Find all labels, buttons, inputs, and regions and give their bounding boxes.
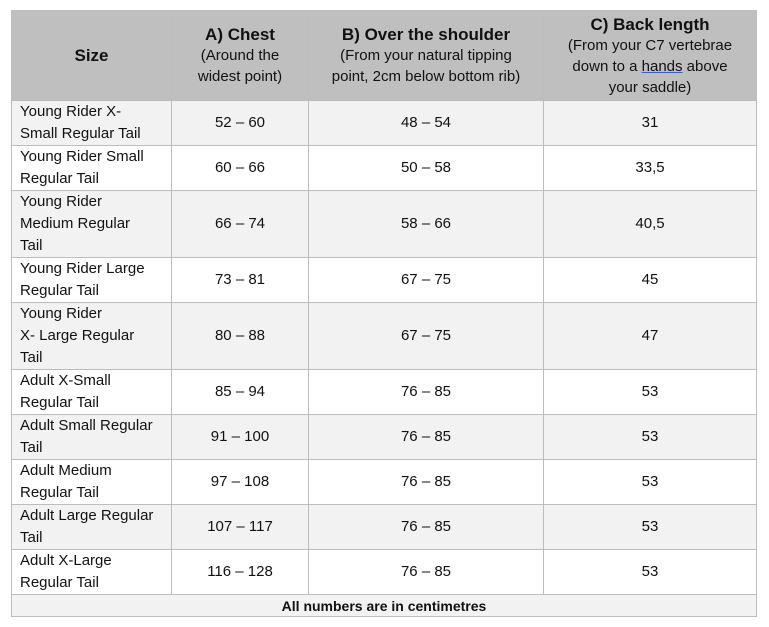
size-cell: Adult Medium Regular Tail [12,460,172,505]
header-shoulder-title: B) Over the shoulder [341,25,511,44]
chest-cell: 52 – 60 [172,101,309,146]
size-cell: Adult Large Regular Tail [12,505,172,550]
size-table [11,10,757,617]
header-back-sub-2-link: hands [641,57,683,75]
shoulder-cell: 76 – 85 [309,370,544,415]
table-row [12,505,757,550]
size-cell: Adult Small Regular Tail [12,415,172,460]
shoulder-cell: 50 – 58 [309,146,544,191]
size-cell: Adult X-Small Regular Tail [12,370,172,415]
chest-cell: 91 – 100 [172,415,309,460]
back-length-cell: 40,5 [544,191,757,258]
table-row [12,550,757,595]
chest-cell: 80 – 88 [172,303,309,370]
table-row [12,303,757,370]
size-cell: Young Rider Medium Regular Tail [12,191,172,258]
header-shoulder-sub-2: point, 2cm below bottom rib) [331,68,521,85]
chest-cell: 116 – 128 [172,550,309,595]
chest-cell: 73 – 81 [172,258,309,303]
back-length-cell: 47 [544,303,757,370]
shoulder-cell: 48 – 54 [309,101,544,146]
back-length-cell: 53 [544,505,757,550]
header-chest-title: A) Chest [205,25,275,44]
header-back-sub-2-post: above [682,57,728,75]
size-cell: Young Rider X- Small Regular Tail [12,101,172,146]
header-size [12,11,172,101]
shoulder-cell: 76 – 85 [309,460,544,505]
table-row [12,146,757,191]
size-chart [11,10,756,617]
back-length-cell: 53 [544,460,757,505]
header-back-sub-2-pre: down to a [572,57,642,75]
header-chest-sub-1: (Around the [200,47,280,64]
shoulder-cell: 76 – 85 [309,505,544,550]
header-chest-sub-2: widest point) [197,68,283,85]
size-cell: Young Rider X- Large Regular Tail [12,303,172,370]
header-back [544,11,757,101]
back-length-cell: 33,5 [544,146,757,191]
size-cell: Young Rider Small Regular Tail [12,146,172,191]
footer-row [12,595,757,617]
table-row [12,258,757,303]
header-back-sub-2 [544,56,756,77]
shoulder-cell: 76 – 85 [309,550,544,595]
back-length-cell: 53 [544,415,757,460]
size-cell: Young Rider Large Regular Tail [12,258,172,303]
header-shoulder-sub-1: (From your natural tipping [340,47,512,64]
header-row [12,11,757,101]
shoulder-cell: 76 – 85 [309,415,544,460]
chest-cell: 60 – 66 [172,146,309,191]
table-row [12,460,757,505]
units-note: All numbers are in centimetres [12,595,757,617]
header-back-title: C) Back length [590,14,710,34]
table-row [12,101,757,146]
size-cell: Adult X-Large Regular Tail [12,550,172,595]
shoulder-cell: 67 – 75 [309,303,544,370]
back-length-cell: 45 [544,258,757,303]
table-row [12,415,757,460]
table-row [12,370,757,415]
header-back-sub-1: (From your C7 vertebrae [567,36,733,54]
back-length-cell: 53 [544,550,757,595]
header-shoulder [309,11,544,101]
back-length-cell: 31 [544,101,757,146]
table-body [12,101,757,595]
chest-cell: 107 – 117 [172,505,309,550]
shoulder-cell: 67 – 75 [309,258,544,303]
chest-cell: 97 – 108 [172,460,309,505]
header-chest [172,11,309,101]
shoulder-cell: 58 – 66 [309,191,544,258]
back-length-cell: 53 [544,370,757,415]
header-back-sub-3: your saddle) [608,78,692,96]
chest-cell: 66 – 74 [172,191,309,258]
table-row [12,191,757,258]
chest-cell: 85 – 94 [172,370,309,415]
header-size-label: Size [74,45,109,65]
